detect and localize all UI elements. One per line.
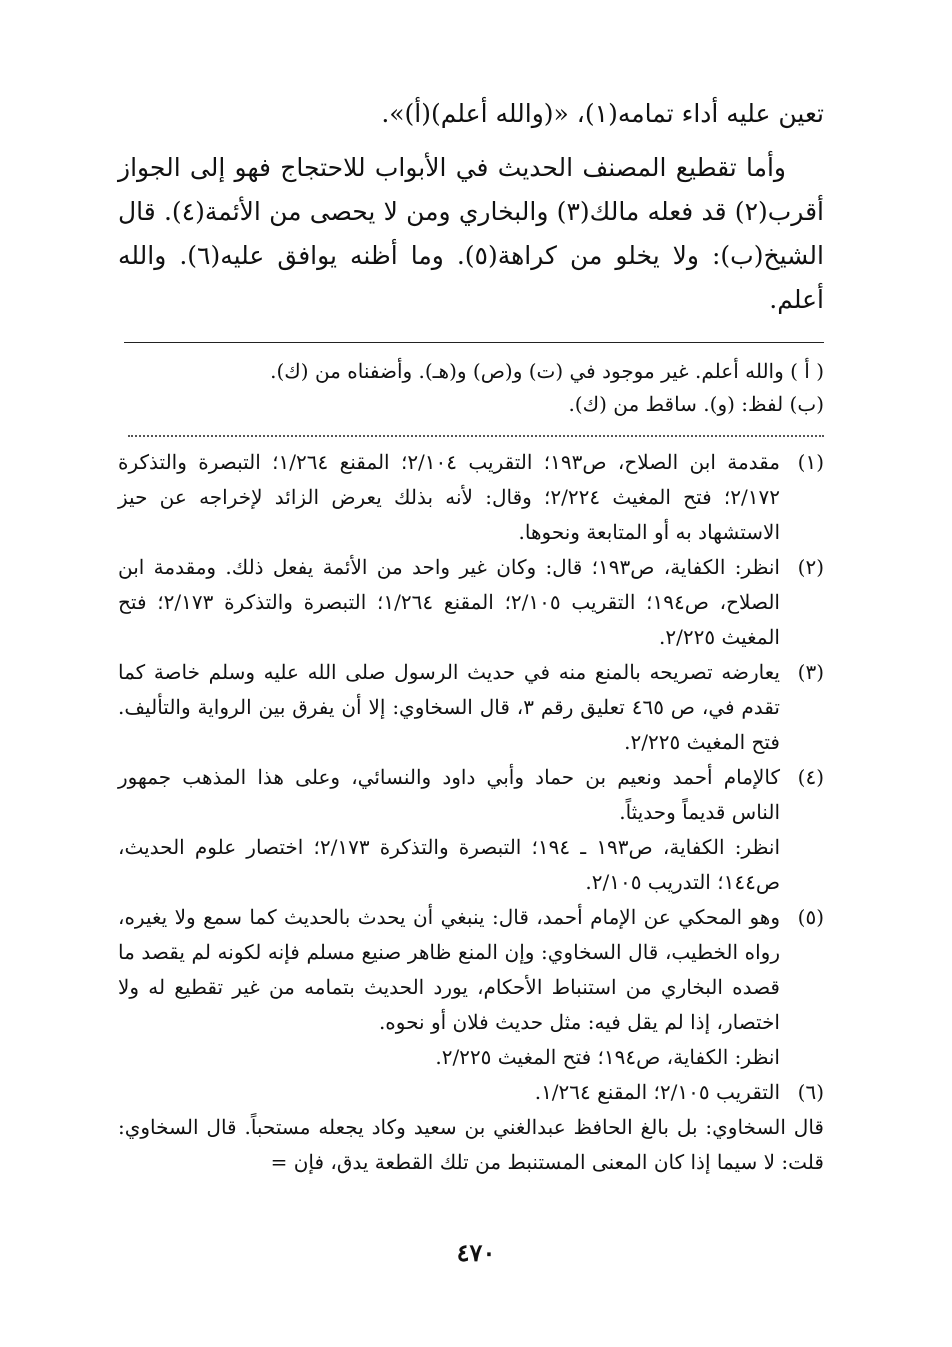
variant-note-a: ( أ ) والله أعلم. غير موجود في (ت) و(ص) و(هـ). وأضفناه من (ك).: [270, 359, 824, 383]
footnote-continuation: قال السخاوي: بل بالغ الحافظ عبدالغني بن سعيد وكاد يجعله مستحباً. قال السخاوي: قلت: لا سيما إذا كان المعنى المستنبط من تلك القطعة يدق، فإن =: [118, 1115, 824, 1174]
page-number: ٤٧٠: [456, 1238, 496, 1267]
footnote-number: (٥): [797, 905, 824, 929]
footnote-text: وهو المحكي عن الإمام أحمد، قال: ينبغي أن يحدث بالحديث كما سمع ولا يغيره، رواه الخطيب، قال السخاوي: وإن المنع ظاهر صنيع مسلم فإنه لكونه لم يقصد ما قصده البخاري من استنباط الأحكام، يورد الحديث بتمامه من غير تقطيع له ولا اختصار، إذا لم يقل فيه: مثل حديث فلان أو نحوه.: [118, 905, 780, 1034]
footnote-text: مقدمة ابن الصلاح، ص١٩٣؛ التقريب ٢/١٠٤؛ المقنع ١/٢٦٤؛ التبصرة والتذكرة ٢/١٧٢؛ فتح المغيث ٢/٢٢٤؛ وقال: لأنه بذلك يعرض الزائد لإخراجه عن حيز الاستشهاد به أو المتابعة ونحوها.: [118, 450, 781, 544]
footnote-text: يعارضه تصريحه بالمنع منه في حديث الرسول صلى الله عليه وسلم خاصة كما تقدم في، ص ٤٦٥ تعليق رقم ٣، قال السخاوي: إلا أن يفرق بين الرواية والتأليف. فتح المغيث ٢/٢٢٥.: [118, 660, 780, 754]
footnote-separator: [124, 342, 824, 343]
footnote-4: [118, 760, 824, 900]
footnote-number: (٣): [797, 660, 824, 684]
footnote-reference: انظر: الكفاية، ص١٩٤؛ فتح المغيث ٢/٢٢٥.: [435, 1045, 780, 1069]
footnote-number: (١): [797, 450, 824, 474]
footnote-text: انظر: الكفاية، ص١٩٣؛ قال: وكان غير واحد من الأئمة يفعل ذلك. ومقدمة ابن الصلاح، ص١٩٤؛ التقريب ٢/١٠٥؛ المقنع ١/٢٦٤؛ التبصرة والتذكرة ٢/١٧٣؛ فتح المغيث ٢/٢٢٥.: [118, 555, 780, 649]
dotted-separator: [128, 435, 824, 437]
footnote-1: [118, 445, 824, 550]
footnote-text: التقريب ٢/١٠٥؛ المقنع ١/٢٦٤.: [534, 1080, 780, 1104]
main-paragraph-1: تعين عليه أداء تمامه(١)، «(والله أعلم)(أ)».: [381, 99, 824, 128]
footnote-3: [118, 655, 824, 760]
main-text: [118, 92, 824, 322]
footnote-text: كالإمام أحمد ونعيم بن حماد وأبي داود والنسائي، وعلى هذا المذهب جمهور الناس قديماً وحديثاً.: [118, 765, 780, 824]
footnote-6: [118, 1075, 824, 1110]
footnote-number: (٢): [797, 555, 824, 579]
footnotes: [118, 445, 824, 1180]
variant-notes: [118, 355, 824, 421]
footnote-2: [118, 550, 824, 655]
footnote-number: (٦): [797, 1080, 824, 1104]
footnote-reference: انظر: الكفاية، ص١٩٣ ـ ١٩٤؛ التبصرة والتذكرة ٢/١٧٣؛ اختصار علوم الحديث، ص١٤٤؛ التدريب ٢/١٠٥.: [118, 835, 780, 894]
footnote-number: (٤): [797, 765, 824, 789]
variant-note-b: (ب) لفظ: (و). ساقط من (ك).: [568, 392, 824, 416]
main-paragraph-2: وأما تقطيع المصنف الحديث في الأبواب للاحتجاج فهو إلى الجواز أقرب(٢) قد فعله مالك(٣) والبخاري ومن لا يحصى من الأئمة(٤). قال الشيخ(ب): ولا يخلو من كراهة(٥). وما أظنه يوافق عليه(٦). والله أعلم.: [118, 153, 824, 314]
footnote-5: [118, 900, 824, 1075]
